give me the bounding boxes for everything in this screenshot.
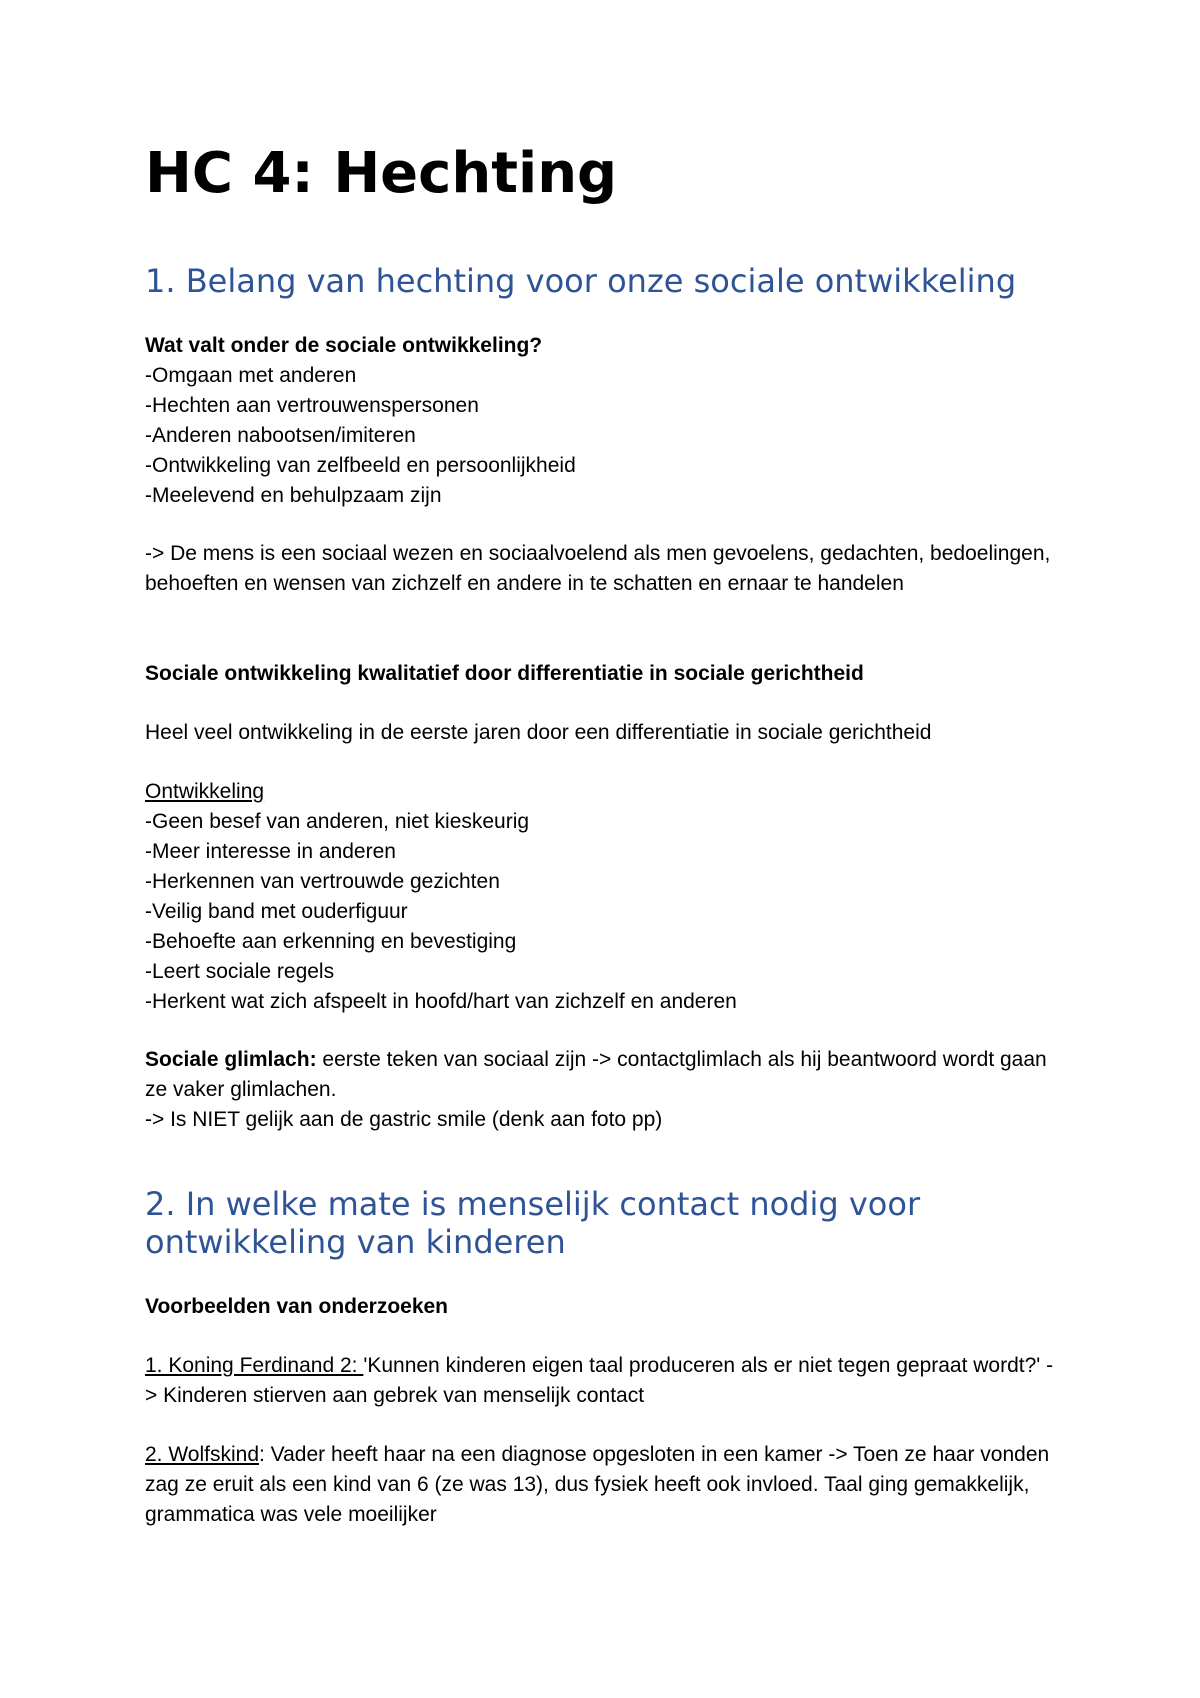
social-development-list — [145, 331, 1065, 511]
example-1-label: 1. Koning Ferdinand 2: — [145, 1354, 364, 1377]
list-item: -Herkent wat zich afspeelt in hoofd/hart van zichzelf en anderen — [145, 990, 737, 1013]
social-smile-text: eerste teken van sociaal zijn -> contactglimlach als hij beantwoord wordt gaan ze vaker glimlachen. — [145, 1048, 1047, 1101]
development-heading: Ontwikkeling — [145, 780, 265, 803]
list-item: -Leert sociale regels — [145, 960, 335, 983]
development-list — [145, 777, 1065, 1017]
list-item: -Ontwikkeling van zelfbeeld en persoonlijkheid — [145, 454, 576, 477]
section-2-heading: 2. In welke mate is menselijk contact nodig voor ontwikkeling van kinderen — [145, 1185, 921, 1261]
list-item: -Meelevend en behulpzaam zijn — [145, 484, 442, 507]
list-item: -Herkennen van vertrouwde gezichten — [145, 870, 500, 893]
social-smile-paragraph — [145, 1045, 1065, 1105]
list-item: -Omgaan met anderen — [145, 364, 357, 387]
qualitative-development-heading: Sociale ontwikkeling kwalitatief door differentiatie in sociale gerichtheid — [145, 662, 864, 685]
example-2-label: 2. Wolfskind — [145, 1443, 259, 1466]
list-item: -Veilig band met ouderfiguur — [145, 900, 408, 923]
document-title: HC 4: Hechting — [145, 141, 618, 206]
list-item: -Geen besef van anderen, niet kieskeurig — [145, 810, 530, 833]
example-1-paragraph — [145, 1351, 1065, 1411]
section-1-heading: 1. Belang van hechting voor onze sociale ontwikkeling — [145, 262, 1017, 300]
list-item: -Hechten aan vertrouwenspersonen — [145, 394, 479, 417]
list-item: -Anderen nabootsen/imiteren — [145, 424, 416, 447]
example-2-text: : Vader heeft haar na een diagnose opgesloten in een kamer -> Toen ze haar vonden zag ze eruit als een kind van 6 (ze was 13), dus fysiek heeft ook invloed. Taal ging gemakkelijk, grammatica was vele moeilijker — [145, 1443, 1050, 1526]
example-1-text: 'Kunnen kinderen eigen taal produceren als er niet tegen gepraat wordt?' -> Kinderen stierven aan gebrek van menselijk contact — [145, 1354, 1054, 1407]
gastric-smile-note: -> Is NIET gelijk aan de gastric smile (denk aan foto pp) — [145, 1108, 663, 1131]
example-2-paragraph — [145, 1440, 1065, 1530]
list-item: -Behoefte aan erkenning en bevestiging — [145, 930, 517, 953]
social-development-question: Wat valt onder de sociale ontwikkeling? — [145, 334, 543, 357]
research-examples-heading: Voorbeelden van onderzoeken — [145, 1295, 449, 1318]
social-being-paragraph: -> De mens is een sociaal wezen en sociaalvoelend als men gevoelens, gedachten, bedoelingen, behoeften en wensen van zichzelf en andere in te schatten en ernaar te handelen — [145, 542, 1051, 595]
list-item: -Meer interesse in anderen — [145, 840, 396, 863]
differentiation-paragraph: Heel veel ontwikkeling in de eerste jaren door een differentiatie in sociale gerichtheid — [145, 721, 932, 744]
social-smile-label: Sociale glimlach: — [145, 1048, 317, 1071]
social-smile-block — [145, 1045, 1065, 1135]
